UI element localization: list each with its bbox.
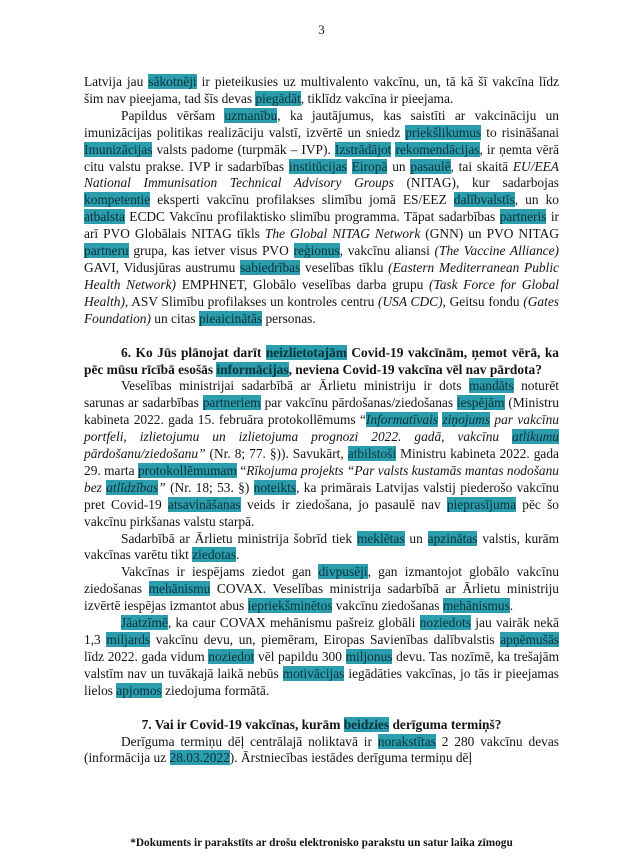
text-run: , neviena Covid-19 vakcīna vēl nav pārdota? [288, 361, 542, 377]
text-run: (USA CDC) [378, 293, 443, 309]
text-run: iegādāties vakcīnas, jo tās ir pieejamas lielos [84, 665, 560, 698]
text-run: jau vairāk nekā 1,3 [84, 615, 559, 647]
highlighted-text: noziedots [419, 615, 471, 631]
highlighted-text: atlikumu [512, 429, 559, 445]
text-run: 2 280 vakcīnu devas (informācija uz [84, 733, 559, 766]
text-run: (The Vaccine Alliance) [434, 243, 560, 259]
text-run: . [236, 547, 240, 563]
text-run: , Geitsu fondu [442, 293, 524, 309]
text-run: Ministru kabineta 2022. gada 29. marta [84, 446, 559, 478]
text-run: pēc šo vakcīnu pirkšanas valstu starpā. [84, 496, 559, 529]
text-run: Latvija jau [84, 74, 149, 89]
text-run: vakcīnu ziedošanas [332, 598, 443, 614]
text-run: un [404, 530, 428, 546]
text-run: veselības tīklu [300, 259, 389, 275]
text-run: (NITAG), kur sadarbojas [393, 175, 559, 191]
highlighted-text: miljonus [345, 648, 393, 664]
text-run: ECDC Vakcīnu profilaktisko slimību programma. Tāpat sadarbības [124, 209, 500, 225]
highlighted-text: apņēmušās [500, 632, 559, 647]
highlighted-text: norakstītas [377, 733, 436, 749]
text-run: (Nr. 8; 77. §)). Savukārt, [205, 446, 348, 462]
question-7-heading [84, 717, 559, 734]
highlighted-text: apzinātas [427, 530, 478, 546]
highlighted-text: reģionus [293, 243, 340, 259]
intro-paragraph [84, 74, 559, 108]
covax-paragraph [84, 564, 559, 615]
text-run: , tiklīdz vakcīna ir pieejama. [300, 90, 454, 106]
highlighted-text: dalībvalstīs [453, 192, 515, 208]
text-run: ir arī PVO Globālais NITAG tīkls [84, 209, 559, 242]
highlighted-text: divpusēji [318, 564, 368, 580]
mandate-paragraph [84, 378, 559, 530]
text-run: “ [236, 462, 247, 478]
text-run: ” [158, 479, 166, 495]
highlighted-text: pasaulē [410, 158, 451, 174]
text-run: grupa, kas ietver visus PVO [128, 243, 294, 259]
text-run: , un ko [514, 192, 559, 208]
highlighted-text: apjomos [116, 682, 162, 698]
text-run: par vakcīnu pārdošanas/ziedošanas [260, 395, 457, 411]
highlighted-text: iepriekšminētos [247, 598, 333, 614]
highlighted-text: priekšlikumus [405, 124, 482, 140]
text-run: (GNN) un PVO NITAG [420, 226, 559, 242]
text-run: pārdošanu/ziedošanu” [84, 446, 206, 462]
text-run: eksperti vakcīnu profilakses slimību jomā ES/EEZ [150, 192, 454, 208]
text-run: EU/EEA National Immunisation Technical Advisory Groups [84, 158, 559, 191]
text-run: to risināšanai [481, 124, 559, 140]
text-run: COVAX. Veselības ministrija sadarbībā ar Ārlietu ministriju izvērtē iespējas izmantot abus [84, 581, 559, 614]
highlighted-text: mehānismus [442, 598, 510, 614]
highlighted-text: mehānismu [148, 581, 211, 597]
highlighted-text: Informatīvais [365, 412, 439, 428]
highlighted-text: partneru [84, 243, 129, 259]
text-run: līdz 2022. gada vidum [84, 648, 209, 664]
highlighted-text: institūcijas [288, 158, 347, 174]
text-run: GAVI, Vidusjūras austrumu [84, 259, 241, 275]
text-run: devu. Tas nozīmē, ka trešajām valstīm nav un tuvākajā laikā nebūs [84, 648, 559, 681]
text-run: un [387, 158, 411, 174]
text-run: vakcīnu devu, un, piemēram, Eiropas Savienības dalībvalstis [150, 632, 501, 647]
text-run: . [509, 598, 514, 614]
highlighted-text: pieaicinātās [198, 310, 263, 326]
highlighted-text: Jāatzīmē [121, 615, 168, 631]
highlighted-text: sabiedrības [240, 259, 301, 275]
text-run: ir pieteikusies uz multivalento vakcīnu, un, tā kā šī vakcīna līdz šim nav pieejama, tad šīs devas [84, 74, 559, 106]
text-run: Sadarbībā ar Ārlietu ministrija šobrīd tiek [121, 530, 357, 546]
highlighted-text: Izstrādājot [334, 141, 392, 157]
text-run: Covid-19 vakcīnām, ņemot vērā, ka pēc mūsu rīcībā esošās [84, 344, 559, 377]
text-run: , tai skaitā [450, 158, 513, 174]
text-run: , gan izmantojot globālo vakcīnu ziedošanas [84, 564, 559, 597]
highlighted-text: rekomendācijas [395, 141, 480, 157]
text-run: noturēt sarunas ar sadarbības [84, 378, 560, 411]
highlighted-text: mandāts [468, 378, 514, 394]
highlighted-text: atbilstoši [347, 446, 397, 462]
text-run: (Eastern Mediterranean Public Health Network) [84, 259, 559, 292]
text-run: ziedojuma formātā. [161, 682, 270, 698]
text-run: , vakcīnu aliansi [339, 243, 435, 259]
highlighted-text: 28.03.2022 [169, 750, 230, 766]
donation-stats-paragraph [84, 615, 559, 700]
text-run: (Task Force for Global Health) [84, 276, 559, 309]
text-run: Rīkojuma projekts “Par valsts kustamās mantas nodošanu bez [84, 462, 559, 495]
highlighted-text: ziedotas [192, 547, 237, 563]
text-run [347, 159, 352, 174]
highlighted-text: kompetentie [84, 192, 151, 208]
text-run: Derīguma termiņu dēļ centrālajā noliktavā ir [121, 733, 378, 749]
highlighted-text: neizlietotajām [265, 344, 347, 360]
text-run: , ir ņemta vērā citu valstu prakse. IVP ir sadarbības [84, 141, 559, 174]
highlighted-text: Eiropā [351, 158, 388, 174]
text-run: par vakcīnu portfeli, izlietojumu un izlietojuma prognozi 2022. gadā, vakcīnu [84, 412, 559, 445]
highlighted-text: protokollēmumam [137, 462, 237, 478]
highlighted-text: Imunizācijas [84, 141, 153, 157]
text-run: ). Ārstniecības iestādes derīguma termiņu dēļ [229, 750, 473, 766]
highlighted-text: partneriem [202, 395, 261, 411]
text-run: veids ir ziedošana, jo pasaulē nav [240, 496, 447, 512]
text-run: , ka caur COVAX mehānismu pašreiz globāli [167, 615, 420, 631]
question-6-heading [84, 345, 559, 379]
text-run: personas. [262, 310, 316, 326]
highlighted-text: beidzies [343, 716, 390, 732]
text-run: un citas [150, 310, 199, 326]
highlighted-text: miljards [106, 632, 151, 647]
text-run: valsts padome (turpmāk – IVP). [152, 141, 335, 157]
text-run: valstis, kurām vakcīnas varētu tikt [84, 530, 559, 563]
text-run: 6. Ko Jūs plānojat darīt [121, 344, 266, 360]
highlighted-text: noziedot [208, 648, 255, 664]
text-run: Vakcīnas ir iespējams ziedot gan [121, 564, 319, 580]
highlighted-text: sākotnēji [148, 74, 197, 89]
text-run: Papildus vēršam [121, 107, 225, 123]
text-run: 7. Vai ir Covid-19 vakcīnas, kurām [141, 716, 344, 732]
highlighted-text: iespējām [456, 395, 505, 411]
page-number: 3 [318, 22, 325, 37]
highlighted-text: atsavināšanas [167, 496, 241, 512]
text-run: EMPHNET, Globālo veselības darba grupu [176, 276, 430, 292]
text-run: vēl papildu 300 [254, 648, 346, 664]
ivp-paragraph [84, 108, 559, 328]
text-run: derīguma termiņš? [389, 716, 502, 732]
countries-paragraph [84, 531, 559, 565]
text-run: (Nr. 18; 53. §) [165, 479, 254, 495]
highlighted-text: pieprasījuma [446, 496, 517, 512]
highlighted-text: motivācijas [282, 665, 345, 681]
highlighted-text: atlīdzības [106, 479, 159, 495]
highlighted-text: noteikts [253, 479, 297, 495]
highlighted-text: meklētas [356, 530, 405, 546]
highlighted-text: partneris [499, 209, 547, 225]
highlighted-text: piegādāt [255, 90, 301, 106]
footer-signature-note: *Dokuments ir parakstīts ar drošu elektronisko parakstu un satur laika zīmogu [130, 837, 513, 849]
highlighted-text: ziņojums [442, 412, 491, 428]
highlighted-text: informācijas [216, 361, 289, 377]
highlighted-text: atbalsta [84, 209, 125, 225]
text-run: (Ministru kabineta 2022. gada 15. februāra protokollēmums “ [84, 395, 559, 428]
text-run: , ASV Slimību profilakses un kontroles centru [124, 293, 379, 309]
document-body [84, 74, 559, 767]
expiry-paragraph [84, 734, 559, 768]
text-run: The Global NITAG Network [264, 226, 421, 242]
text-run: Veselības ministrijai sadarbībā ar Ārlietu ministriju ir dots [121, 378, 469, 394]
text-run: , ka primārais Latvijas valstij piederošo vakcīnu pret Covid-19 [84, 479, 559, 512]
text-run: (Gates Foundation) [84, 293, 559, 326]
text-run: , ka jautājumus, kas saistīti ar vakcināciju un imunizācijas politikas realizāciju valstī, izvērtē un sniedz [84, 107, 560, 140]
highlighted-text: uzmanību [224, 107, 278, 123]
